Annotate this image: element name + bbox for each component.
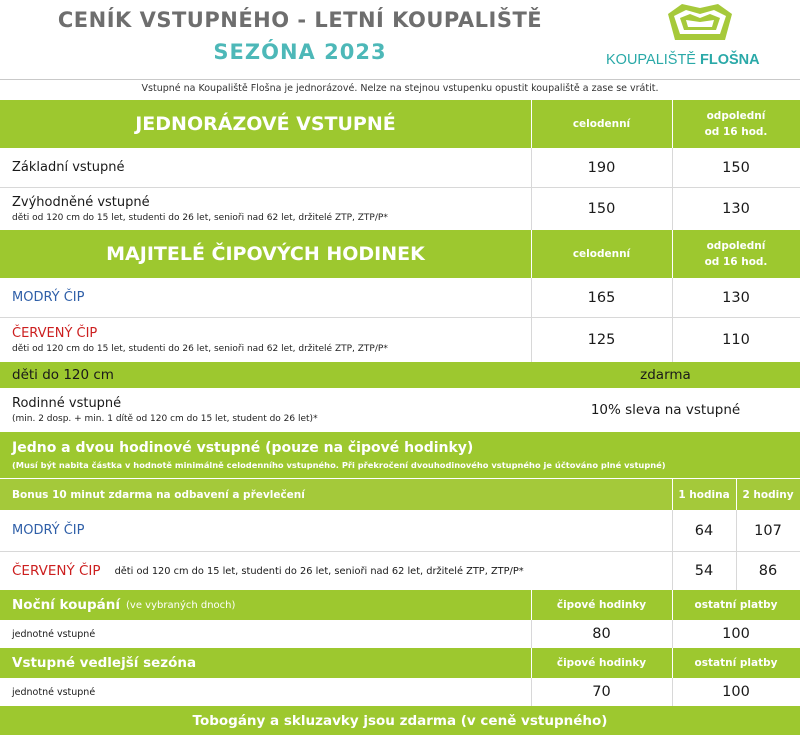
col-2-hours: 2 hodiny (736, 479, 800, 510)
blue-chip-label: MODRÝ ČIP (12, 523, 85, 538)
night-header (0, 590, 800, 620)
brand-name (606, 52, 760, 68)
col-full-day: celodenní (531, 100, 672, 148)
night-heading-sub: (ve vybraných dnoch) (126, 599, 236, 611)
red-chip-label: ČERVENÝ ČIP (12, 563, 101, 579)
price-2-hours: 107 (736, 510, 800, 551)
col-afternoon-line1: odpolední (706, 240, 766, 252)
table-row (0, 278, 800, 318)
single-entry-header (0, 100, 800, 148)
single-entry-heading: JEDNORÁZOVÉ VSTUPNÉ (135, 113, 396, 135)
off-season-heading: Vstupné vedlejší sezóna (12, 655, 197, 671)
col-afternoon-line2: od 16 hod. (704, 256, 768, 268)
table-row (0, 620, 800, 648)
night-heading-block (0, 590, 531, 620)
family-label (0, 388, 531, 432)
family-row (0, 388, 800, 432)
row-label (0, 318, 531, 362)
price-other: 100 (672, 678, 800, 706)
row-label: jednotné vstupné (12, 686, 96, 698)
price-full-day: 125 (531, 318, 672, 362)
chip-owners-header (0, 230, 800, 278)
price-full-day: 165 (531, 278, 672, 317)
table-row (0, 552, 800, 590)
kids-row (0, 362, 800, 388)
blue-chip-label: MODRÝ ČIP (12, 290, 85, 305)
night-heading: Noční koupání (12, 597, 121, 613)
col-chip-watch: čipové hodinky (531, 648, 672, 678)
entry-note: Vstupné na Koupaliště Flošna je jednorázové. Nelze na stejnou vstupenku opustit koupaliště a zase se vrátit. (141, 83, 659, 94)
table-row (0, 510, 800, 552)
kids-label: děti do 120 cm (12, 367, 114, 383)
price-chip: 80 (531, 620, 672, 648)
hourly-subheading: (Musí být nabita částka v hodnotě minimálně celodenního vstupného. Při překročení dvouhodinového vstupného je účtováno plné vstupné) (12, 460, 666, 470)
table-row (0, 148, 800, 188)
row-label-sub: děti od 120 cm do 15 let, studenti do 26 let, senioři nad 62 let, držitelé ZTP, ZTP/P* (12, 344, 388, 354)
col-afternoon-line1: odpolední (706, 110, 766, 122)
row-label-sub: děti od 120 cm do 15 let, studenti do 26 let, senioři nad 62 let, držitelé ZTP, ZTP/P* (114, 565, 524, 577)
row-label-sub: děti od 120 cm do 15 let, studenti do 26 let, senioři nad 62 let, držitelé ZTP, ZTP/P* (12, 213, 388, 223)
bonus-note: Bonus 10 minut zdarma na odbavení a převlečení (12, 488, 305, 501)
price-1-hour: 54 (672, 552, 736, 590)
family-discount: 10% sleva na vstupné (590, 402, 741, 418)
family-label-sub: (min. 2 dosp. + min. 1 dítě od 120 cm do 15 let, student do 26 let)* (12, 414, 318, 424)
price-other: 100 (672, 620, 800, 648)
row-label: jednotné vstupné (12, 628, 96, 640)
hourly-heading-block (0, 432, 800, 478)
brand-name-part2: FLOŠNA (700, 52, 760, 68)
family-label-main: Rodinné vstupné (12, 396, 122, 411)
divider (0, 79, 800, 80)
col-1-hour: 1 hodina (672, 479, 736, 510)
table-row (0, 188, 800, 230)
price-1-hour: 64 (672, 510, 736, 551)
table-row (0, 318, 800, 362)
kids-price: zdarma (640, 367, 691, 383)
red-chip-label: ČERVENÝ ČIP (12, 326, 98, 341)
header (0, 0, 800, 78)
price-afternoon: 110 (672, 318, 800, 362)
col-other-payment: ostatní platby (672, 648, 800, 678)
price-full-day: 190 (531, 148, 672, 187)
col-other-payment: ostatní platby (672, 590, 800, 620)
brand-name-part1: KOUPALIŠTĚ (606, 52, 696, 68)
row-label (0, 188, 531, 230)
col-chip-watch: čipové hodinky (531, 590, 672, 620)
hourly-heading: Jedno a dvou hodinové vstupné (pouze na čipové hodinky) (12, 440, 474, 456)
row-label: Základní vstupné (12, 160, 125, 175)
col-afternoon (672, 100, 800, 148)
col-afternoon (672, 230, 800, 278)
season-subtitle: SEZÓNA 2023 (213, 40, 387, 64)
price-afternoon: 150 (672, 148, 800, 187)
off-season-header (0, 648, 800, 678)
price-chip: 70 (531, 678, 672, 706)
price-full-day: 150 (531, 188, 672, 230)
col-full-day: celodenní (531, 230, 672, 278)
table-row (0, 678, 800, 706)
row-label (0, 552, 672, 590)
hourly-bonus-row (0, 478, 800, 510)
page-title: CENÍK VSTUPNÉHO - LETNÍ KOUPALIŠTĚ (57, 8, 543, 32)
row-label-main: Zvýhodněné vstupné (12, 195, 150, 210)
price-afternoon: 130 (672, 188, 800, 230)
price-2-hours: 86 (736, 552, 800, 590)
hourly-header (0, 432, 800, 478)
footer-note: Tobogány a skluzavky jsou zdarma (v ceně vstupného) (192, 712, 608, 729)
col-afternoon-line2: od 16 hod. (704, 126, 768, 138)
footer-row (0, 706, 800, 735)
price-afternoon: 130 (672, 278, 800, 317)
chip-owners-heading: MAJITELÉ ČIPOVÝCH HODINEK (106, 243, 425, 265)
